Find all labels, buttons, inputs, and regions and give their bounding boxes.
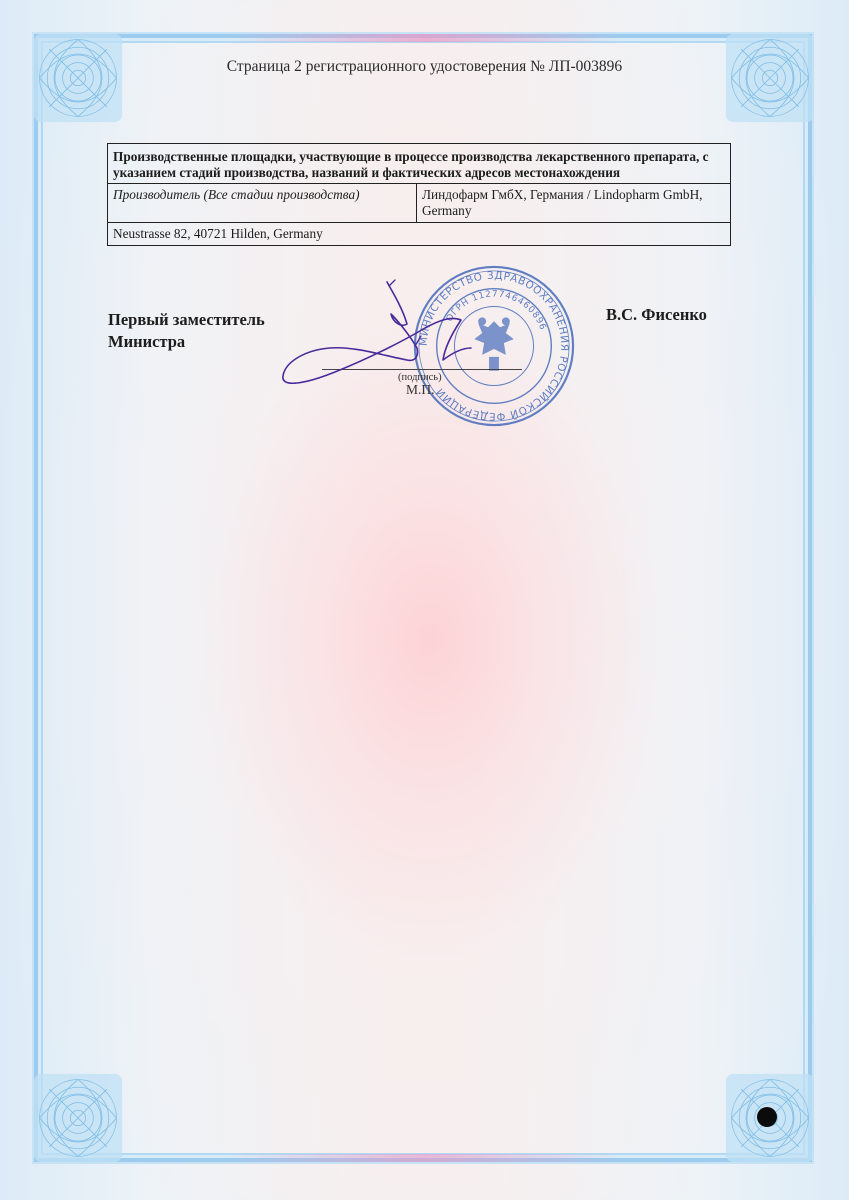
table-row (108, 223, 731, 246)
signatory-title (108, 309, 265, 353)
signatory-title-line2: Министра (108, 332, 186, 351)
table-row (108, 184, 731, 223)
table-header-row (108, 144, 731, 184)
border-accent-bottom (230, 1154, 620, 1162)
corner-rosette-top-right (722, 30, 818, 126)
punch-hole (757, 1107, 777, 1127)
border-accent-top (230, 34, 620, 42)
page-title: Страница 2 регистрационного удостоверения № ЛП-003896 (226, 58, 623, 75)
production-sites-table (107, 143, 731, 246)
stamp-inner-text: ОГРН 1127746460896 (444, 289, 548, 333)
signature-caption: (подпись) (398, 372, 442, 383)
stamp-outer-text: МИНИСТЕРСТВО ЗДРАВООХРАНЕНИЯ РОССИЙСКОЙ ФЕДЕРАЦИИ (417, 269, 571, 423)
signatory-name: В.С. Фисенко (606, 305, 707, 324)
seal-place-label: М.П. (406, 382, 435, 397)
manufacturer-address-cell: Neustrasse 82, 40721 Hilden, Germany (108, 223, 731, 246)
manufacturer-role-cell: Производитель (Все стадии производства) (108, 184, 417, 223)
corner-rosette-bottom-left (30, 1070, 126, 1166)
manufacturer-company-cell: Линдофарм ГмбХ, Германия / Lindopharm GmbH, Germany (417, 184, 731, 223)
corner-rosette-top-left (30, 30, 126, 126)
signatory-title-line1: Первый заместитель (108, 310, 265, 329)
table-heading: Производственные площадки, участвующие в процессе производства лекарственного препарата, с указанием стадий производства, названий и фактических адресов местонахождения (108, 144, 731, 184)
handwritten-signature (275, 276, 495, 391)
